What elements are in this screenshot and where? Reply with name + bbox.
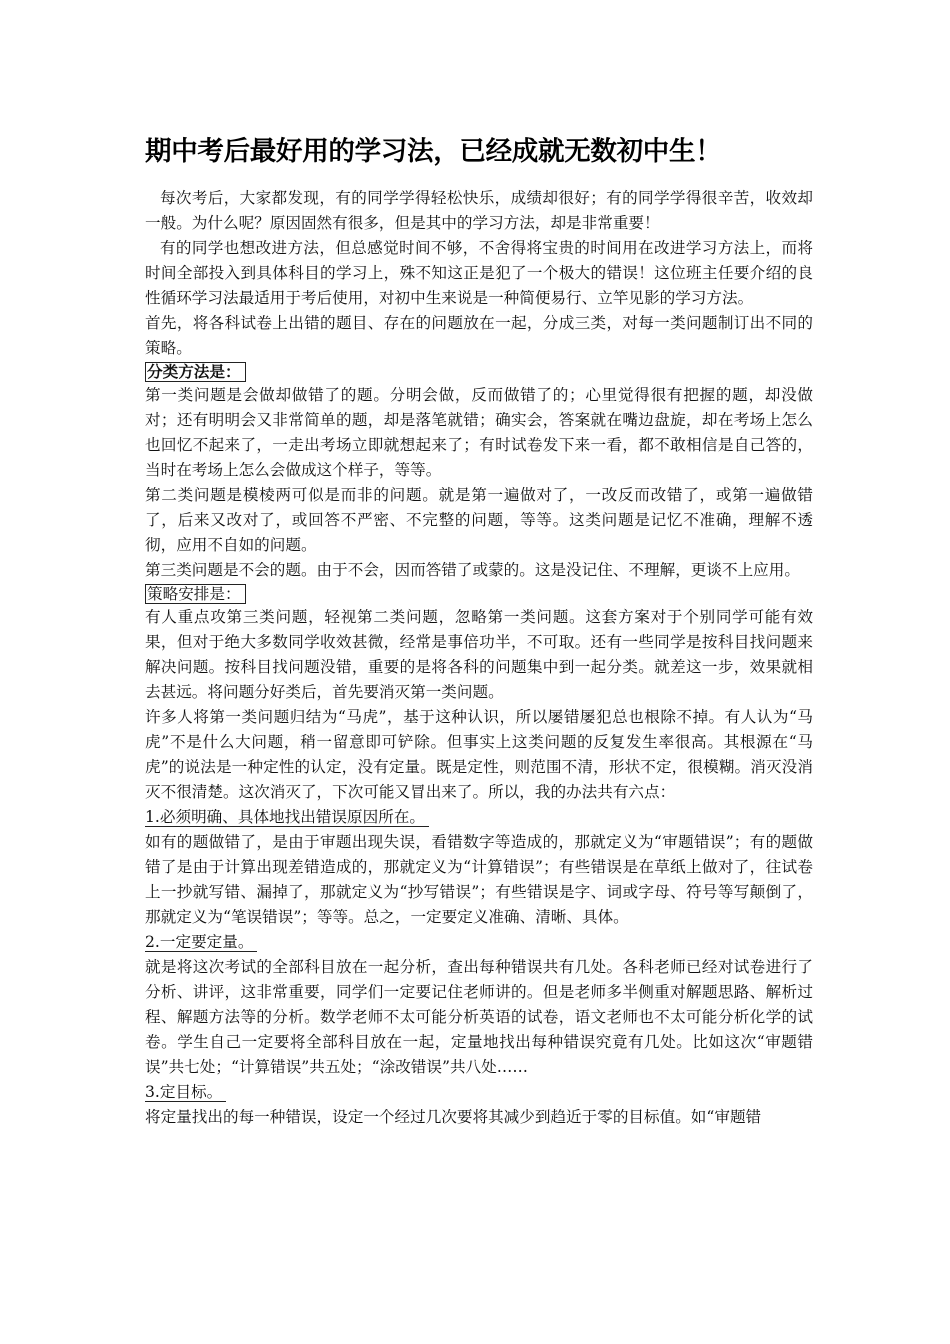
step-1-heading [145, 805, 813, 830]
step-3-heading [145, 1080, 813, 1105]
intro-paragraph-1: 每次考后，大家都发现，有的同学学得轻松快乐，成绩却很好；有的同学学得很辛苦，收效却一般。为什么呢？原因固然有很多，但是其中的学习方法，却是非常重要！ [145, 189, 813, 232]
step-1-body: 如有的题做错了，是由于审题出现失误，看错数字等造成的，那就定义为“审题错误”；有的题做错了是由于计算出现差错造成的，那就定义为“计算错误”；有些错误是在草纸上做对了，往试卷上一抄就写错、漏掉了，那就定义为“抄写错误”；有些错误是字、词或字母、符号等写颠倒了，那就定义为“笔误错误”；等等。总之，一定要定义准确、清晰、具体。 [145, 833, 813, 926]
strategy-heading: 策略安排是： [145, 584, 246, 604]
step-3-body: 将定量找出的每一种错误，设定一个经过几次要将其减少到趋近于零的目标值。如“审题错 [145, 1108, 762, 1126]
strategy-heading-row [145, 583, 813, 605]
classify-item-3: 第三类问题是不会的题。由于不会，因而答错了或蒙的。这是没记住、不理解，更谈不上应用。 [145, 561, 800, 579]
classify-item-1: 第一类问题是会做却做错了的题。分明会做，反而做错了的；心里觉得很有把握的题，却没做对；还有明明会又非常简单的题，却是落笔就错；确实会，答案就在嘴边盘旋，却在考场上怎么也回忆不起来了，一走出考场立即就想起来了；有时试卷发下来一看，都不敢相信是自己答的，当时在考场上怎么会做成这个样子，等等。 [145, 386, 813, 479]
strategy-paragraph-2: 许多人将第一类问题归结为“马虎”，基于这种认识，所以屡错屡犯总也根除不掉。有人认为“马虎”不是什么大问题，稍一留意即可铲除。但事实上这类问题的反复发生率很高。其根源在“马虎”的说法是一种定性的认定，没有定量。既是定性，则范围不清，形状不定，很模糊。消灭没消灭不很清楚。这次消灭了，下次可能又冒出来了。所以，我的办法共有六点： [145, 708, 813, 801]
classify-heading-row [145, 361, 813, 383]
step-3-heading-text: 3.定目标。 [145, 1083, 226, 1102]
document-page [145, 132, 813, 1130]
strategy-paragraph-1: 有人重点攻第三类问题，轻视第二类问题，忽略第一类问题。这套方案对于个别同学可能有效果，但对于绝大多数同学收效甚微，经常是事倍功半，不可取。还有一些同学是按科目找问题来解决问题。按科目找问题没错，重要的是将各科的问题集中到一起分类。就差这一步，效果就相去甚远。将问题分好类后，首先要消灭第一类问题。 [145, 608, 813, 701]
classify-item-2: 第二类问题是模棱两可似是而非的问题。就是第一遍做对了，一改反而改错了，或第一遍做错了，后来又改对了，或回答不严密、不完整的问题，等等。这类问题是记忆不准确，理解不透彻，应用不自如的问题。 [145, 486, 813, 554]
document-title: 期中考后最好用的学习法，已经成就无数初中生！ [145, 136, 722, 167]
first-paragraph: 首先，将各科试卷上出错的题目、存在的问题放在一起，分成三类，对每一类问题制订出不同的策略。 [145, 314, 813, 357]
step-2-heading [145, 930, 813, 955]
intro-paragraph-2: 有的同学也想改进方法，但总感觉时间不够，不舍得将宝贵的时间用在改进学习方法上，而将时间全部投入到具体科目的学习上，殊不知这正是犯了一个极大的错误！这位班主任要介绍的良性循环学习法最适用于考后使用，对初中生来说是一种简便易行、立竿见影的学习方法。 [145, 239, 813, 307]
step-1-heading-text: 1.必须明确、具体地找出错误原因所在。 [145, 808, 429, 827]
step-2-body: 就是将这次考试的全部科目放在一起分析，查出每种错误共有几处。各科老师已经对试卷进行了分析、讲评，这非常重要，同学们一定要记住老师讲的。但是老师多半侧重对解题思路、解析过程、解题方法等的分析。数学老师不太可能分析英语的试卷，语文老师也不太可能分析化学的试卷。学生自己一定要将全部科目放在一起，定量地找出每种错误究竟有几处。比如这次“审题错误”共七处；“计算错误”共五处；“涂改错误”共八处…… [145, 958, 813, 1076]
classify-heading: 分类方法是： [145, 362, 246, 382]
step-2-heading-text: 2.一定要定量。 [145, 933, 257, 952]
